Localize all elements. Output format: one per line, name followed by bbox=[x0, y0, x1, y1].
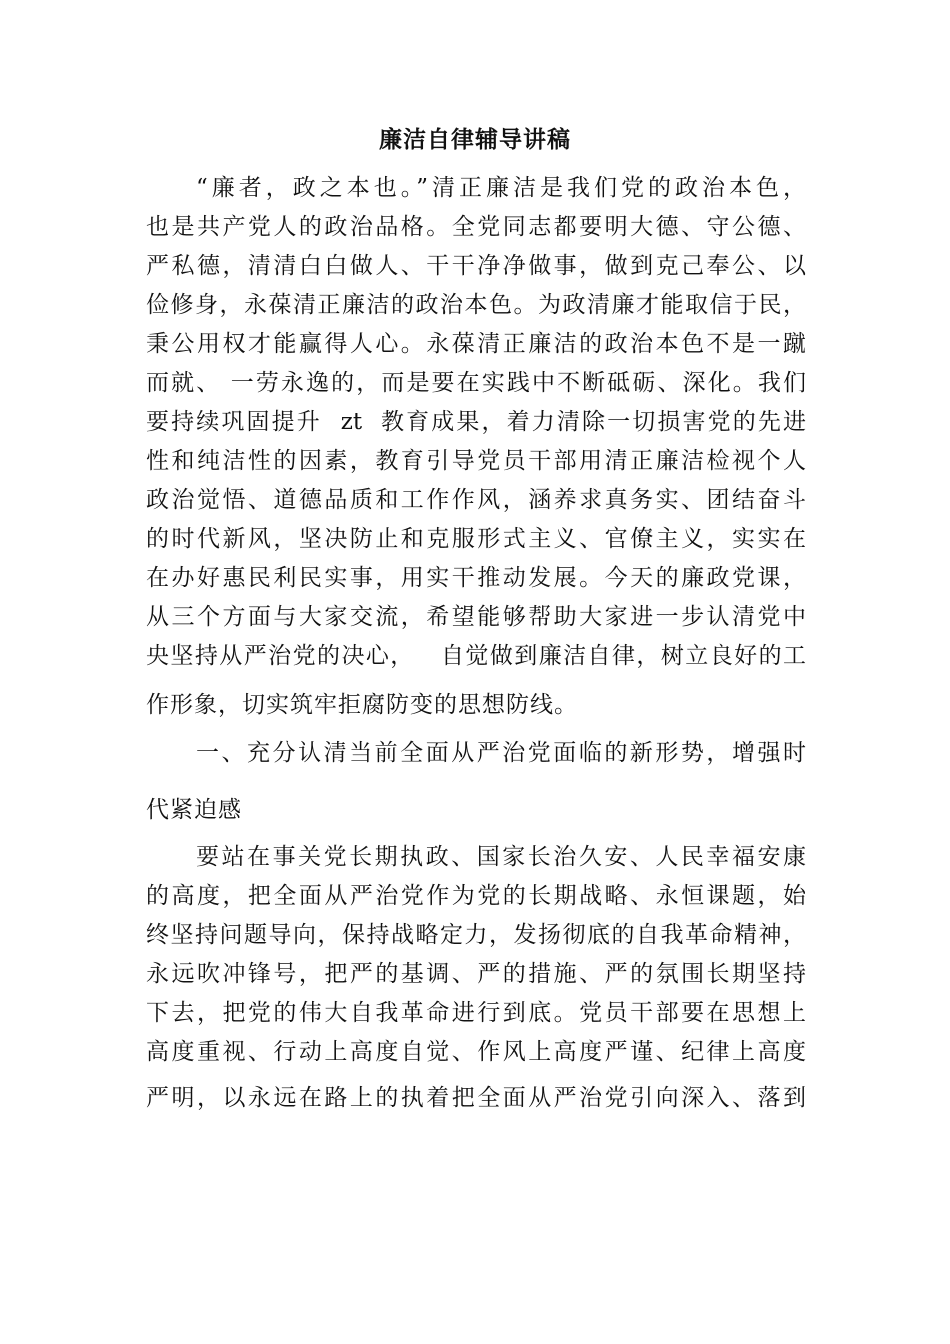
body-line: 俭修身，永葆清正廉洁的政治本色。为政清廉才能取信于民， bbox=[146, 292, 806, 318]
body-line: “廉者，政之本也。”清正廉洁是我们党的政治本色， bbox=[196, 175, 806, 201]
section-heading-line: 代紧迫感 bbox=[146, 797, 242, 823]
body-line: 的时代新风，坚决防止和克服形式主义、官僚主义，实实在 bbox=[146, 526, 806, 552]
body-line: 央坚持从严治党的决心， 自觉做到廉洁自律，树立良好的工 bbox=[146, 643, 806, 669]
body-line: 秉公用权才能赢得人心。永葆清正廉洁的政治本色不是一蹴 bbox=[146, 331, 806, 357]
body-line: 严私德，清清白白做人、干干净净做事，做到克己奉公、以 bbox=[146, 253, 806, 279]
body-line: 在办好惠民利民实事，用实干推动发展。今天的廉政党课， bbox=[146, 565, 806, 591]
body-line: 下去，把党的伟大自我革命进行到底。党员干部要在思想上 bbox=[146, 1000, 806, 1026]
body-line: 也是共产党人的政治品格。全党同志都要明大德、守公德、 bbox=[146, 214, 806, 240]
body-line: 政治觉悟、道德品质和工作作风，涵养求真务实、团结奋斗 bbox=[146, 487, 806, 513]
body-line: 要站在事关党长期执政、国家长治久安、人民幸福安康 bbox=[196, 844, 806, 870]
body-line: 要持续巩固提升 zt 教育成果，着力清除一切损害党的先进 bbox=[146, 409, 806, 435]
body-line: 严明，以永远在路上的执着把全面从严治党引向深入、落到 bbox=[146, 1085, 806, 1111]
body-line: 性和纯洁性的因素，教育引导党员干部用清正廉洁检视个人 bbox=[146, 448, 806, 474]
body-line: 终坚持问题导向，保持战略定力，发扬彻底的自我革命精神， bbox=[146, 922, 806, 948]
section-heading-line: 一、充分认清当前全面从严治党面临的新形势，增强时 bbox=[196, 740, 806, 766]
body-line: 高度重视、行动上高度自觉、作风上高度严谨、纪律上高度 bbox=[146, 1039, 806, 1065]
body-line: 永远吹冲锋号，把严的基调、严的措施、严的氛围长期坚持 bbox=[146, 961, 806, 987]
body-line: 而就、 一劳永逸的，而是要在实践中不断砥砺、深化。我们 bbox=[146, 370, 806, 396]
body-line: 的高度，把全面从严治党作为党的长期战略、永恒课题，始 bbox=[146, 883, 806, 909]
body-line: 作形象，切实筑牢拒腐防变的思想防线。 bbox=[146, 692, 578, 718]
body-line: 从三个方面与大家交流，希望能够帮助大家进一步认清党中 bbox=[146, 604, 806, 630]
document-title: 廉洁自律辅导讲稿 bbox=[379, 127, 571, 153]
